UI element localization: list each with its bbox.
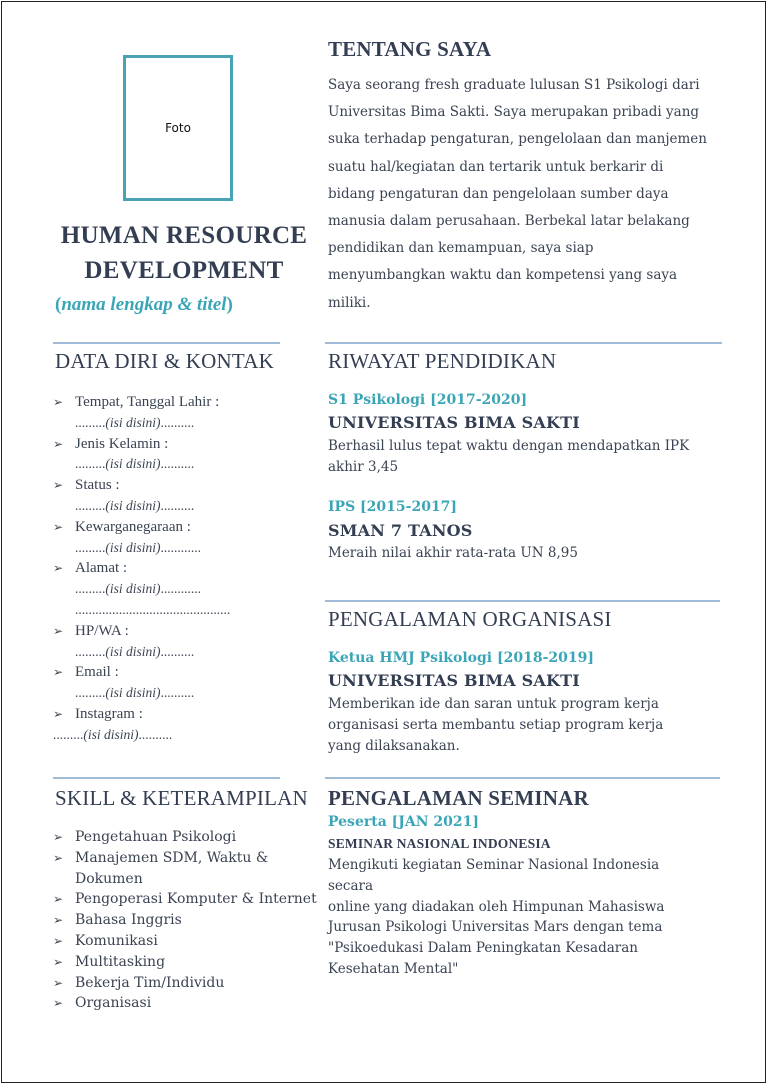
contact-value: .........(isi disini).......... <box>53 726 173 742</box>
arrow-bullet-icon: ➢ <box>53 706 64 721</box>
contact-value: .........(isi disini)............ <box>75 539 202 555</box>
arrow-bullet-icon: ➢ <box>53 519 64 534</box>
contact-value: .........(isi disini).......... <box>75 456 195 472</box>
contact-item: ➢ Tempat, Tanggal Lahir : <box>53 392 303 413</box>
arrow-bullet-icon: ➢ <box>53 665 64 680</box>
skills-title: SKILL & KETERAMPILAN <box>55 786 308 810</box>
education-desc-2: Meraih nilai akhir rata-rata UN 8,95 <box>328 545 578 561</box>
skill-item: ➢ Pengoperasi Komputer & Internet <box>53 889 323 910</box>
contact-list <box>53 392 303 746</box>
contact-value: .........(isi disini).......... <box>75 497 195 513</box>
arrow-bullet-icon: ➢ <box>53 623 64 638</box>
skill-item: ➢ Manajemen SDM, Waktu & <box>53 848 323 869</box>
arrow-bullet-icon: ➢ <box>53 996 64 1011</box>
divider-organization <box>325 600 720 602</box>
name-placeholder: (nama lengkap & titel) <box>55 294 233 315</box>
arrow-bullet-icon: ➢ <box>53 436 64 451</box>
contact-value: .........(isi disini).......... <box>75 643 195 659</box>
divider-contact <box>53 342 280 344</box>
name-text: nama lengkap & titel <box>61 294 227 315</box>
contact-value: .........(isi disini).......... <box>75 414 195 430</box>
arrow-bullet-icon: ➢ <box>53 892 64 907</box>
skill-item: ➢ Bekerja Tim/Individu <box>53 973 323 994</box>
contact-title: DATA DIRI & KONTAK <box>55 349 274 373</box>
education-title: RIWAYAT PENDIDIKAN <box>328 349 557 373</box>
address-extra-line: .............................................. <box>75 601 231 617</box>
job-title-line2: DEVELOPMENT <box>84 257 284 284</box>
contact-item: ➢ Email : <box>53 662 303 683</box>
photo-label: Foto <box>165 121 191 135</box>
seminar-event: SEMINAR NASIONAL INDONESIA <box>328 836 551 851</box>
arrow-bullet-icon: ➢ <box>53 933 64 948</box>
organization-name: UNIVERSITAS BIMA SAKTI <box>328 671 580 690</box>
divider-education <box>325 342 722 344</box>
arrow-bullet-icon: ➢ <box>53 975 64 990</box>
arrow-bullet-icon: ➢ <box>53 478 64 493</box>
skill-item: ➢ Multitasking <box>53 952 323 973</box>
education-school-1: UNIVERSITAS BIMA SAKTI <box>328 413 580 432</box>
job-title <box>40 218 328 288</box>
skill-item: ➢ Pengetahuan Psikologi <box>53 827 323 848</box>
contact-item: ➢ Instagram : <box>53 704 303 725</box>
contact-value: .........(isi disini).......... <box>75 685 195 701</box>
education-desc-1: Berhasil lulus tepat waktu dengan mendapatkan IPK akhir 3,45 <box>328 438 690 475</box>
arrow-bullet-icon: ➢ <box>53 850 64 865</box>
skill-item: ➢ Komunikasi <box>53 931 323 952</box>
seminar-role: Peserta [JAN 2021] <box>328 814 480 830</box>
contact-item: ➢ Jenis Kelamin : <box>53 434 303 455</box>
job-title-line1: HUMAN RESOURCE <box>60 222 308 249</box>
contact-item: ➢ HP/WA : <box>53 621 303 642</box>
seminar-desc: Mengikuti kegiatan Seminar Nasional Indonesia secara online yang diadakan oleh Himpunan Mahasiswa Jurusan Psikologi Universitas Mars dengan tema "Psikoedukasi Dalam Peningkatan Kesadaran Kesehatan Mental" <box>328 857 665 977</box>
photo-placeholder <box>123 55 233 201</box>
skill-item-continued: Dokumen <box>75 870 143 887</box>
arrow-bullet-icon: ➢ <box>53 561 64 576</box>
education-degree-1: S1 Psikologi [2017-2020] <box>328 392 528 408</box>
arrow-bullet-icon: ➢ <box>53 395 64 409</box>
seminar-title: PENGALAMAN SEMINAR <box>328 786 589 810</box>
about-title: TENTANG SAYA <box>328 37 492 61</box>
skills-list <box>53 827 323 1014</box>
divider-seminar <box>325 777 720 779</box>
divider-skills <box>53 777 280 779</box>
skill-item: ➢ Organisasi <box>53 993 323 1014</box>
organization-desc: Memberikan ide dan saran untuk program kerja organisasi serta membantu setiap program kerja yang dilaksanakan. <box>328 696 664 754</box>
contact-item: ➢ Alamat : <box>53 558 303 579</box>
contact-item: ➢ Kewarganegaraan : <box>53 517 303 538</box>
about-text: Saya seorang fresh graduate lulusan S1 Psikologi dari Universitas Bima Sakti. Saya merupakan pribadi yang suka terhadap pengaturan, pengelolaan dan manjemen suatu hal/kegiatan dan tertarik untuk berkarir di bidang pengaturan dan pengelolaan sumber daya manusia dalam perusahaan. Berbekal latar belakang pendidikan dan kemampuan, saya siap menyumbangkan waktu dan kompetensi yang saya miliki. <box>328 77 707 311</box>
contact-item: ➢ Status : <box>53 475 303 496</box>
education-school-2: SMAN 7 TANOS <box>328 521 473 540</box>
contact-value: .........(isi disini)............ <box>75 581 202 597</box>
arrow-bullet-icon: ➢ <box>53 954 64 969</box>
skill-item: ➢ Bahasa Inggris <box>53 910 323 931</box>
arrow-bullet-icon: ➢ <box>53 830 64 844</box>
organization-title: PENGALAMAN ORGANISASI <box>328 607 612 631</box>
education-degree-2: IPS [2015-2017] <box>328 499 458 515</box>
arrow-bullet-icon: ➢ <box>53 913 64 928</box>
organization-role: Ketua HMJ Psikologi [2018-2019] <box>328 650 594 666</box>
